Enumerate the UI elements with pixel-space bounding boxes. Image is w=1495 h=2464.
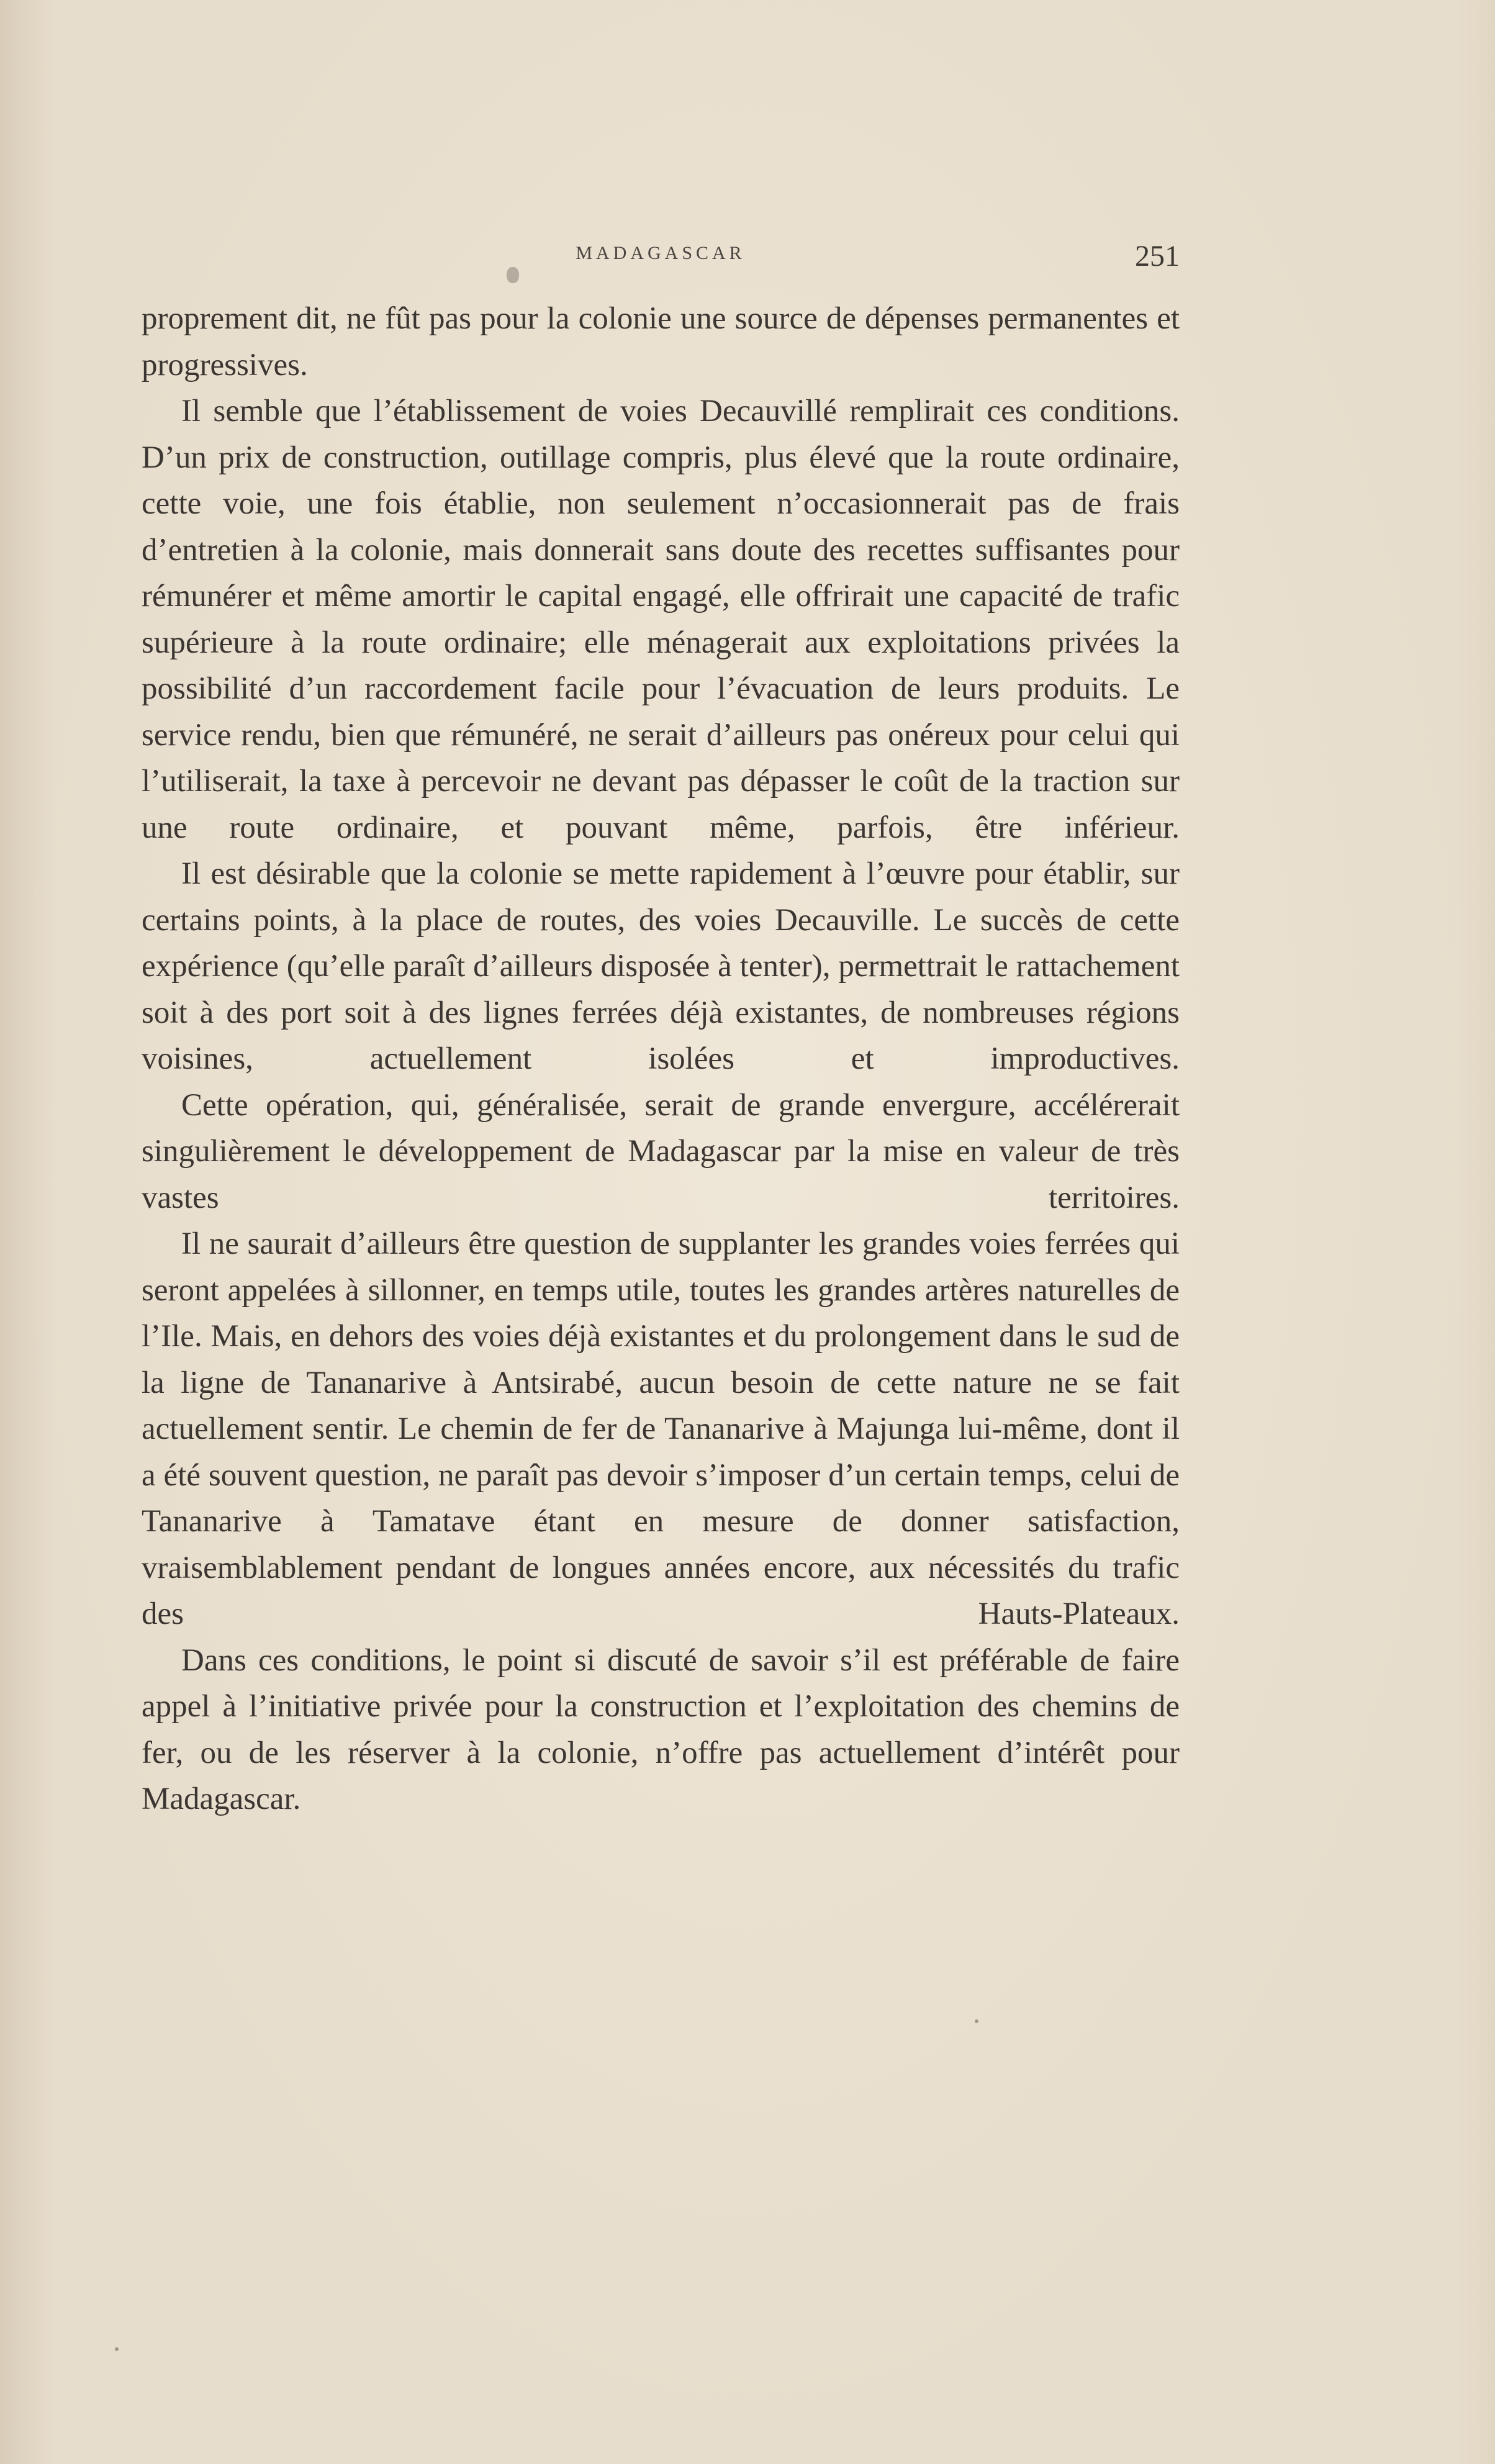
page-number: 251: [1135, 240, 1180, 273]
paragraph-6: Dans ces conditions, le point si discuté de savoir s’il est préférable de faire appel à l’initiative privée pour la construction et l’exploitation des chemins de fer, ou de les réserver à la colonie, n’offre pas actuellement d’intérêt pour Madagascar.: [142, 1642, 1180, 1816]
paragraph-1: proprement dit, ne fût pas pour la colonie une source de dépenses permanentes et progressives.: [142, 301, 1180, 383]
paragraph-2: Il semble que l’établissement de voies Decauvillé remplirait ces conditions. D’un prix de construction, outillage compris, plus élevé que la route ordinaire, cette voie, une fois établie, non seulement n’occasionnerait pas de frais d’entretien à la colonie, mais donnerait sans doute des recettes suffisantes pour rémunérer et même amortir le capital engagé, elle offrirait une capacité de trafic supérieure à la route ordinaire; elle ménagerait aux exploitations privées la possibilité d’un raccordement facile pour l’évacuation de leurs produits. Le service rendu, bien que rémunéré, ne serait d’ailleurs pas onéreux pour celui qui l’utiliserait, la taxe à percevoir ne devant pas dépasser le coût de la traction sur une route ordinaire, et pouvant même, parfois, être inférieur.: [142, 394, 1180, 845]
running-head: [142, 239, 1180, 276]
body-text: [142, 296, 1180, 1823]
ink-blot: [507, 267, 519, 283]
paper-speck: [115, 2347, 119, 2351]
paper-speck: [975, 2019, 978, 2023]
paragraph-4: Cette opération, qui, généralisée, serait de grande envergure, accélérerait singulièrement le développement de Madagascar par la mise en valeur de très vastes territoires.: [142, 1087, 1180, 1215]
paragraph-5: Il ne saurait d’ailleurs être question de supplanter les grandes voies ferrées qui seront appelées à sillonner, en temps utile, toutes les grandes artères naturelles de l’Ile. Mais, en dehors des voies déjà existantes et du prolongement dans le sud de la ligne de Tananarive à Antsirabé, aucun besoin de cette nature ne se fait actuellement sentir. Le chemin de fer de Tananarive à Majunga lui-même, dont il a été souvent question, ne paraît pas devoir s’imposer d’un certain temps, celui de Tananarive à Tamatave étant en mesure de donner satisfaction, vraisemblablement pendant de longues années encore, aux nécessités du trafic des Hauts-Plateaux.: [142, 1226, 1180, 1631]
paragraph-3: Il est désirable que la colonie se mette rapidement à l’œuvre pour établir, sur certains points, à la place de routes, des voies Decauville. Le succès de cette expérience (qu’elle paraît d’ailleurs disposée à tenter), permettrait le rattachement soit à des port soit à des lignes ferrées déjà existantes, de nombreuses régions voisines, actuellement isolées et improductives.: [142, 856, 1180, 1076]
running-title: MADAGASCAR: [576, 243, 746, 263]
